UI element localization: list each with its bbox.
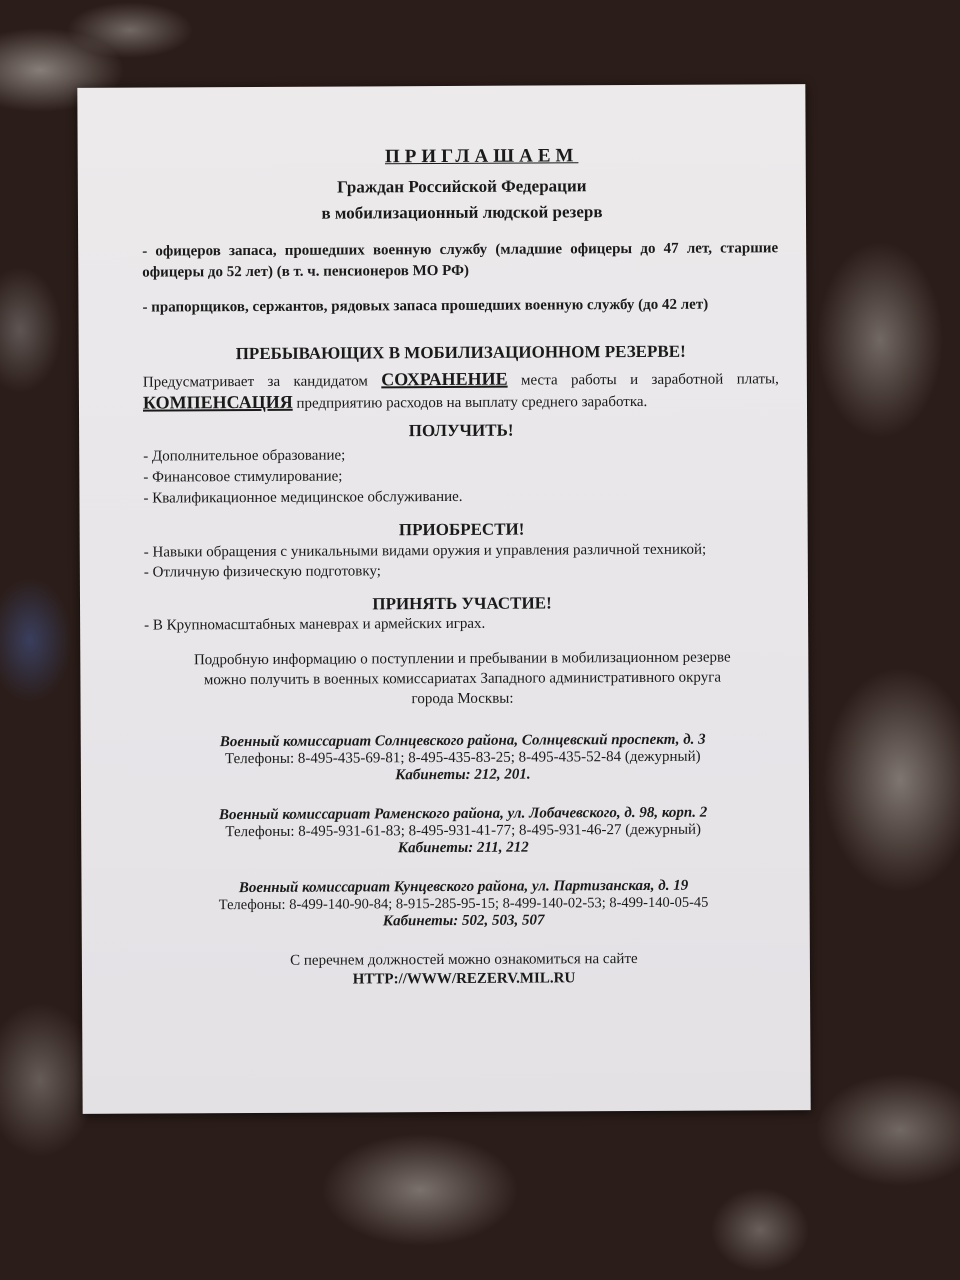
get-item: - Квалификационное медицинское обслуживание. bbox=[143, 488, 463, 507]
provides-text-3: предприятию расходов на выплату среднего заработка. bbox=[296, 393, 648, 412]
info-line-3: города Москвы: bbox=[411, 690, 514, 708]
get-item: - Дополнительное образование; bbox=[143, 447, 346, 465]
category-officers: - офицеров запаса, прошедших военную службу (младшие офицеры до 47 лет, старшие офицеры до 52 лет) (в т. ч. пенсионеров МО РФ) bbox=[142, 240, 779, 281]
participate-item: - В Крупномасштабных маневрах и армейских играх. bbox=[144, 615, 486, 634]
provides-text-2: места работы и заработной платы, bbox=[520, 371, 779, 389]
footer-text: С перечнем должностей можно ознакомиться на сайте bbox=[290, 950, 638, 969]
recruitment-poster bbox=[77, 84, 810, 1114]
office-phones: Телефоны: 8-495-931-61-83; 8-495-931-41-77; 8-495-931-46-27 (дежурный) bbox=[225, 821, 702, 841]
office-name: Военный комиссариат Кунцевского района, ул. Партизанская, д. 19 bbox=[238, 877, 689, 897]
benefits-paragraph bbox=[143, 367, 779, 414]
compensation-word: КОМПЕНСАЦИЯ bbox=[142, 391, 293, 413]
get-heading: ПОЛУЧИТЬ! bbox=[408, 420, 514, 441]
office-phones: Телефоны: 8-499-140-90-84; 8-915-285-95-15; 8-499-140-02-53; 8-499-140-05-45 bbox=[218, 894, 709, 914]
website-url: HTTP://WWW/REZERV.MIL.RU bbox=[352, 970, 576, 988]
get-item: - Финансовое стимулирование; bbox=[143, 468, 343, 486]
participate-heading: ПРИНЯТЬ УЧАСТИЕ! bbox=[372, 593, 552, 614]
office-name: Военный комиссариат Солнцевского района, Солнцевский проспект, д. 3 bbox=[219, 731, 706, 751]
office-block bbox=[145, 804, 781, 858]
category-sergeants: - прапорщиков, сержантов, рядовых запаса прошедших военную службу (до 42 лет) bbox=[142, 296, 709, 316]
provides-text-1: Предусматривает за кандидатом bbox=[142, 373, 368, 391]
office-block bbox=[145, 877, 781, 931]
acquire-heading: ПРИОБРЕСТИ! bbox=[398, 519, 525, 540]
office-block bbox=[145, 731, 781, 785]
office-rooms: Кабинеты: 502, 503, 507 bbox=[382, 912, 545, 930]
office-rooms: Кабинеты: 212, 201. bbox=[395, 766, 531, 784]
info-line-1: Подробную информацию о поступлении и пребывании в мобилизационном резерве bbox=[193, 649, 731, 669]
acquire-item: - Отличную физическую подготовку; bbox=[143, 563, 381, 581]
acquire-item: - Навыки обращения с уникальными видами оружия и управления различной техникой; bbox=[143, 541, 707, 561]
office-rooms: Кабинеты: 211, 212 bbox=[397, 839, 529, 857]
office-phones: Телефоны: 8-495-435-69-81; 8-495-435-83-25; 8-495-435-52-84 (дежурный) bbox=[224, 748, 701, 768]
poster-title: ПРИГЛАШАЕМ bbox=[384, 145, 579, 168]
poster-content bbox=[142, 144, 782, 989]
poster-subtitle-1: Граждан Российской Федерации bbox=[337, 176, 587, 197]
office-name: Военный комиссариат Раменского района, ул. Лобачевского, д. 98, корп. 2 bbox=[218, 804, 708, 824]
keep-word: СОХРАНЕНИЕ bbox=[381, 368, 508, 390]
poster-subtitle-2: в мобилизационный людской резерв bbox=[321, 202, 603, 223]
reserve-heading: ПРЕБЫВАЮЩИХ В МОБИЛИЗАЦИОННОМ РЕЗЕРВЕ! bbox=[235, 341, 686, 364]
info-line-2: можно получить в военных комиссариатах Западного административного округа bbox=[203, 669, 722, 689]
